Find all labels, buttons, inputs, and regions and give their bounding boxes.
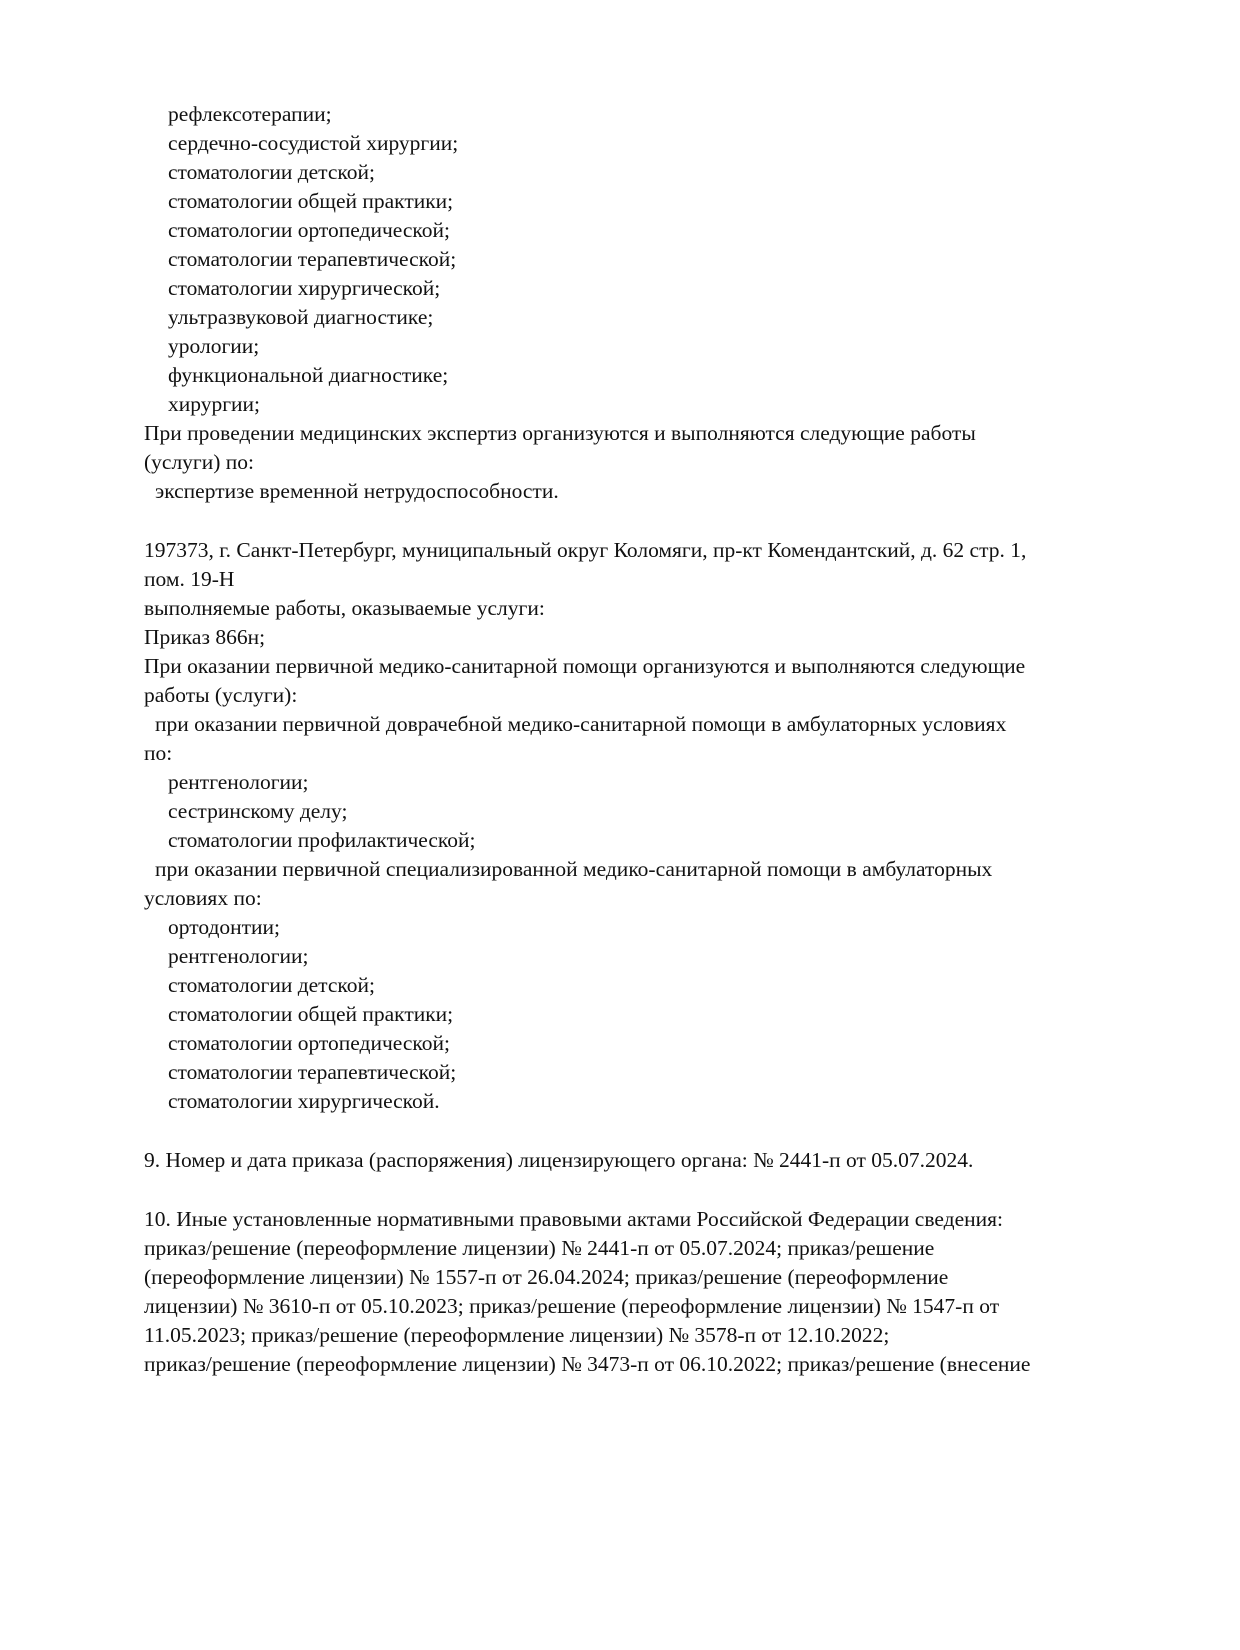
service-item: ультразвуковой диагностике; xyxy=(168,305,434,329)
service-group-line: при оказании первичной специализированной медико-санитарной помощи в амбулаторных xyxy=(155,857,993,881)
paragraph-line: При оказании первичной медико-санитарной помощи организуются и выполняются следующие xyxy=(144,654,1026,678)
service-item: стоматологии ортопедической; xyxy=(168,1031,451,1055)
service-item: рентгенологии; xyxy=(168,770,309,794)
service-item: стоматологии терапевтической; xyxy=(168,1060,457,1084)
service-group-line: условиях по: xyxy=(144,886,262,910)
service-item: сердечно-сосудистой хирургии; xyxy=(168,131,459,155)
service-item: урологии; xyxy=(168,334,260,358)
section-10-line: приказ/решение (переоформление лицензии) № 3473-п от 06.10.2022; приказ/решение (внесение xyxy=(144,1352,1031,1376)
paragraph-line: выполняемые работы, оказываемые услуги: xyxy=(144,596,545,620)
service-group-line: по: xyxy=(144,741,173,765)
section-10-line: приказ/решение (переоформление лицензии) № 2441-п от 05.07.2024; приказ/решение xyxy=(144,1236,935,1260)
paragraph-line: При проведении медицинских экспертиз организуются и выполняются следующие работы xyxy=(144,421,976,445)
service-group-line: экспертизе временной нетрудоспособности. xyxy=(155,479,559,503)
paragraph-line: Приказ 866н; xyxy=(144,625,266,649)
address-line: пом. 19-Н xyxy=(144,567,235,591)
section-10-line: 11.05.2023; приказ/решение (переоформление лицензии) № 3578-п от 12.10.2022; xyxy=(144,1323,890,1347)
service-item: стоматологии терапевтической; xyxy=(168,247,457,271)
service-item: ортодонтии; xyxy=(168,915,281,939)
service-item: сестринскому делу; xyxy=(168,799,348,823)
paragraph-line: (услуги) по: xyxy=(144,450,255,474)
service-item: рефлексотерапии; xyxy=(168,102,332,126)
service-item: стоматологии детской; xyxy=(168,160,375,184)
section-9-line: 9. Номер и дата приказа (распоряжения) лицензирующего органа: № 2441-п от 05.07.2024. xyxy=(144,1148,974,1172)
paragraph-line: работы (услуги): xyxy=(144,683,298,707)
service-item: стоматологии общей практики; xyxy=(168,189,454,213)
service-item: стоматологии хирургической; xyxy=(168,276,441,300)
service-item: стоматологии ортопедической; xyxy=(168,218,451,242)
section-10-line: лицензии) № 3610-п от 05.10.2023; приказ/решение (переоформление лицензии) № 1547-п от xyxy=(144,1294,1000,1318)
service-item: стоматологии хирургической. xyxy=(168,1089,440,1113)
service-group-line: при оказании первичной доврачебной медико-санитарной помощи в амбулаторных условиях xyxy=(155,712,1007,736)
address-line: 197373, г. Санкт-Петербург, муниципальный округ Коломяги, пр-кт Комендантский, д. 62 стр. 1, xyxy=(144,538,1027,562)
service-item: хирургии; xyxy=(168,392,261,416)
service-item: стоматологии детской; xyxy=(168,973,375,997)
service-item: стоматологии общей практики; xyxy=(168,1002,454,1026)
service-item: стоматологии профилактической; xyxy=(168,828,476,852)
section-10-line: (переоформление лицензии) № 1557-п от 26.04.2024; приказ/решение (переоформление xyxy=(144,1265,949,1289)
service-item: функциональной диагностике; xyxy=(168,363,449,387)
section-10-line: 10. Иные установленные нормативными правовыми актами Российской Федерации сведения: xyxy=(144,1207,1003,1231)
service-item: рентгенологии; xyxy=(168,944,309,968)
